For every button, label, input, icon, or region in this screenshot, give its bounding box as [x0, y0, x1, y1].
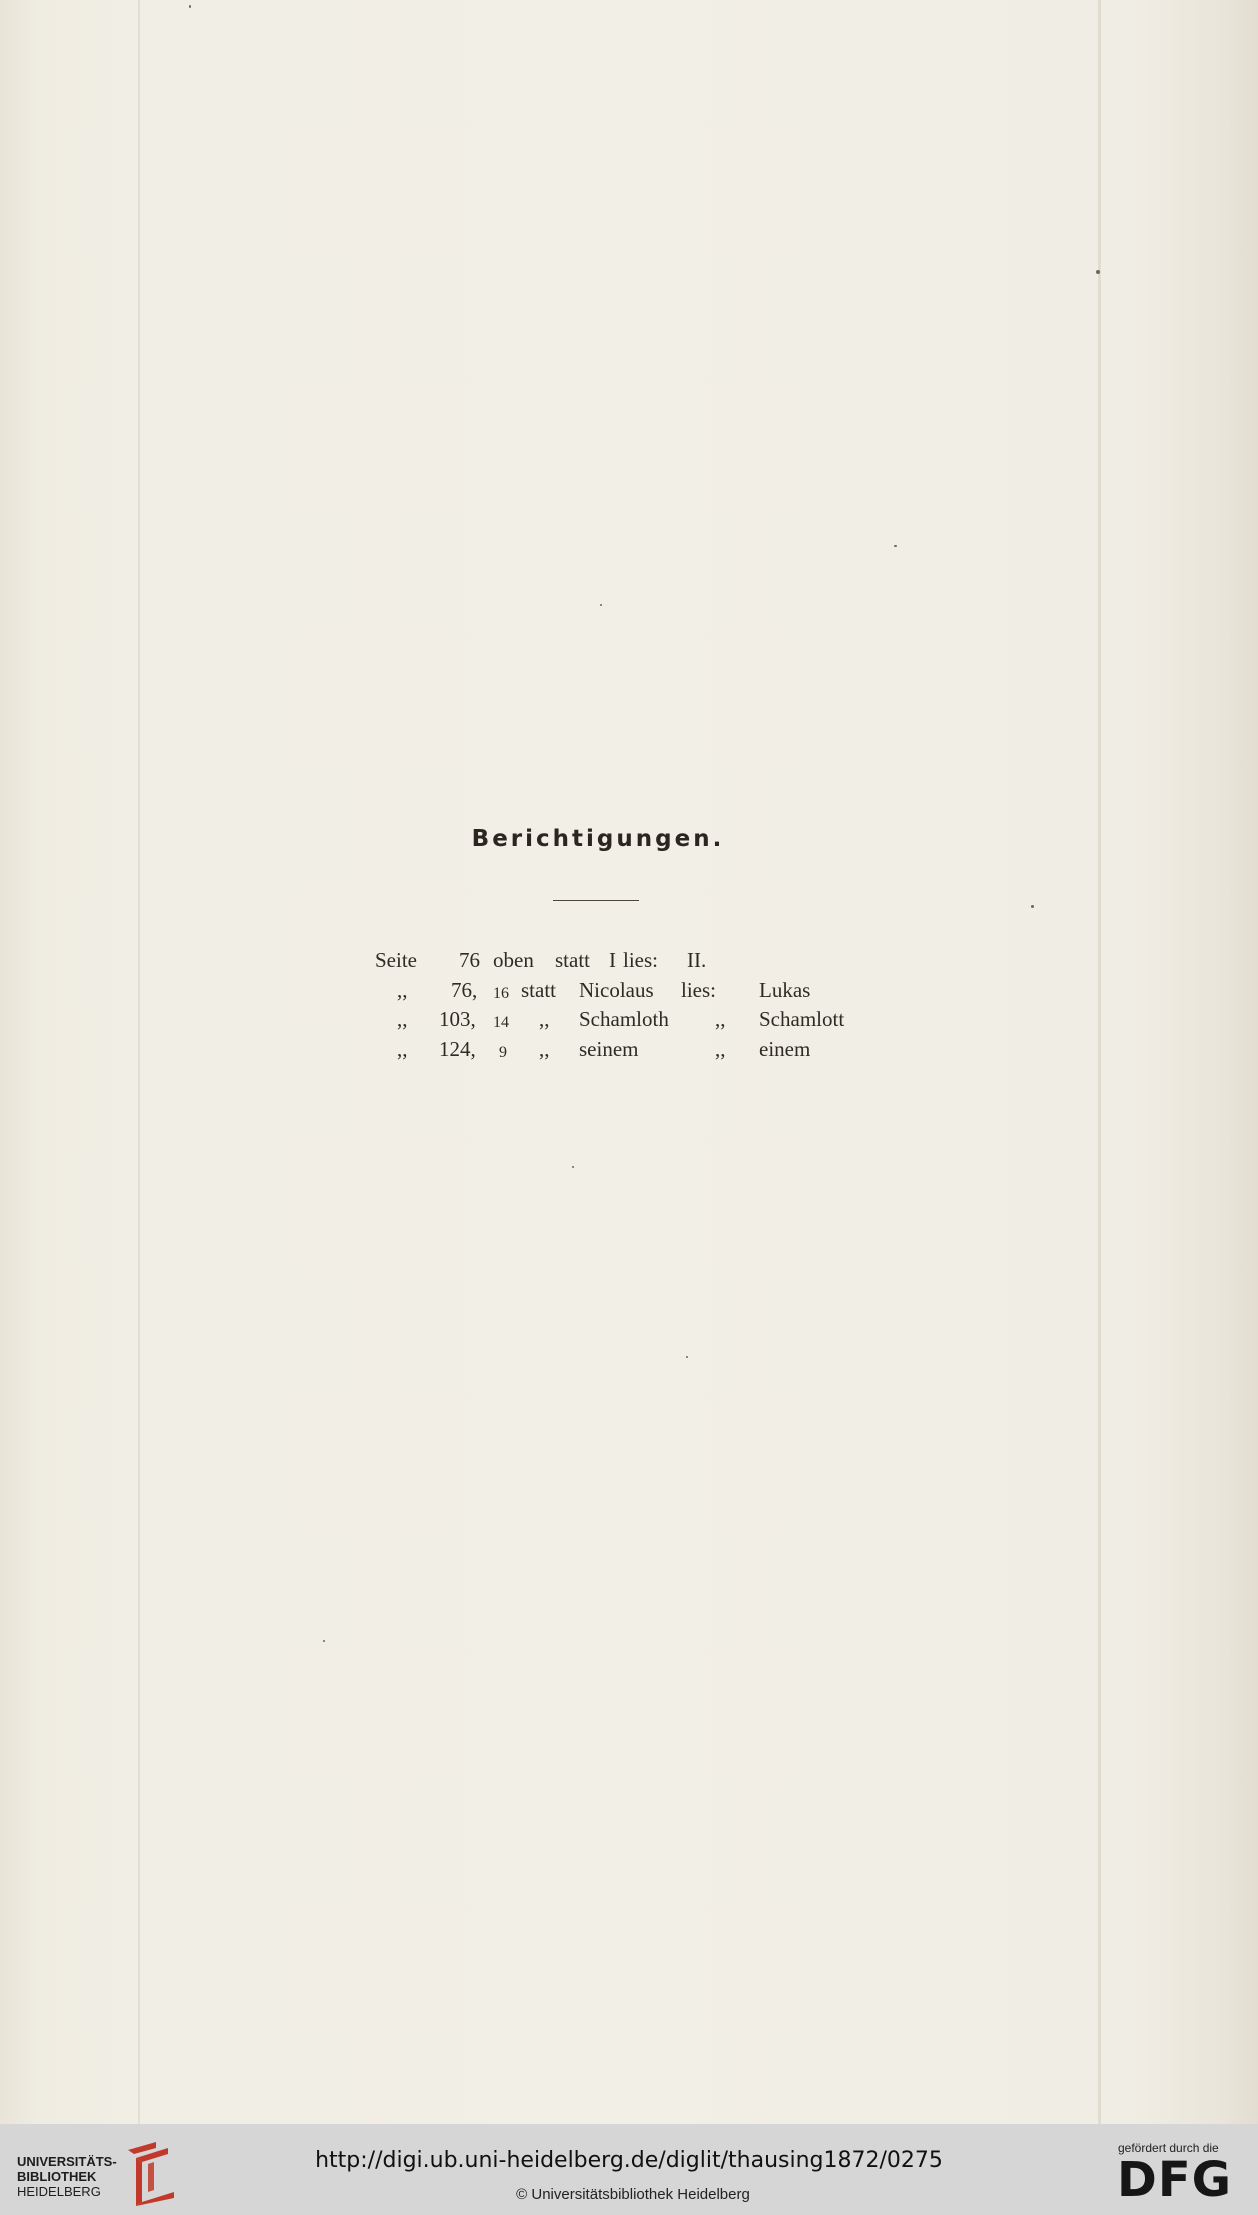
errata-row	[375, 976, 895, 1006]
errata-correct-text: Lukas	[759, 977, 811, 1002]
errata-ditto-mark: ,,	[397, 1007, 408, 1031]
errata-ditto-mark: ,,	[715, 1036, 726, 1061]
library-name-line2: BIBLIOTHEK	[17, 2169, 97, 2184]
paper-speck	[1096, 270, 1100, 274]
errata-correct-text: II.	[687, 948, 707, 972]
paper-speck	[323, 1640, 325, 1642]
page-heading: Berichtigungen.	[471, 826, 725, 852]
errata-wrong-text: Schamloth	[579, 1007, 669, 1031]
errata-ditto-mark: ,,	[715, 1007, 726, 1031]
errata-ditto-mark: ,,	[397, 977, 408, 1002]
errata-page-label: Seite	[375, 948, 417, 972]
errata-instead-label: statt	[555, 948, 590, 972]
errata-page-number: 76,	[451, 977, 478, 1002]
errata-list	[375, 946, 895, 1064]
paper-speck	[600, 604, 602, 606]
permalink-url[interactable]: http://digi.ub.uni-heidelberg.de/diglit/thausing1872/0275	[315, 2148, 943, 2173]
errata-read-label: lies:	[623, 948, 658, 972]
errata-wrong-text: seinem	[579, 1036, 639, 1061]
footer-bar	[0, 2124, 1258, 2215]
errata-line: 14	[493, 1014, 509, 1031]
errata-line: oben	[493, 948, 534, 972]
errata-row	[375, 1035, 895, 1065]
errata-line: 9	[499, 1043, 507, 1061]
errata-wrong-text: Nicolaus	[579, 977, 654, 1002]
errata-line: 16	[493, 984, 509, 1002]
errata-row	[375, 1005, 895, 1035]
copyright-notice: © Universitätsbibliothek Heidelberg	[516, 2186, 750, 2203]
paper-speck	[189, 5, 191, 8]
errata-ditto-mark: ,,	[539, 1036, 550, 1061]
errata-page-number: 76	[459, 948, 480, 972]
page-edge-shadow	[1098, 0, 1101, 2124]
errata-instead-label: statt	[521, 977, 556, 1002]
errata-row	[375, 946, 895, 976]
library-name-line3: HEIDELBERG	[17, 2184, 101, 2199]
errata-page-number: 124,	[439, 1036, 476, 1061]
errata-ditto-mark: ,,	[397, 1036, 408, 1061]
funder-caption: gefördert durch die	[1118, 2141, 1219, 2155]
paper-speck	[1031, 905, 1034, 908]
paper-speck	[686, 1356, 688, 1358]
dfg-logo[interactable]: DFG	[1117, 2152, 1233, 2208]
paper-speck	[894, 545, 897, 547]
heading-rule	[553, 900, 639, 901]
errata-correct-text: einem	[759, 1036, 811, 1061]
errata-page-number: 103,	[439, 1007, 476, 1031]
paper-speck	[572, 1166, 574, 1168]
library-name-line1: UNIVERSITÄTS-	[17, 2154, 117, 2169]
errata-ditto-mark: ,,	[539, 1007, 550, 1031]
errata-correct-text: Schamlott	[759, 1007, 845, 1031]
errata-read-label: lies:	[681, 977, 716, 1002]
page-gutter-line	[138, 0, 140, 2124]
errata-wrong-text: I	[609, 948, 616, 972]
